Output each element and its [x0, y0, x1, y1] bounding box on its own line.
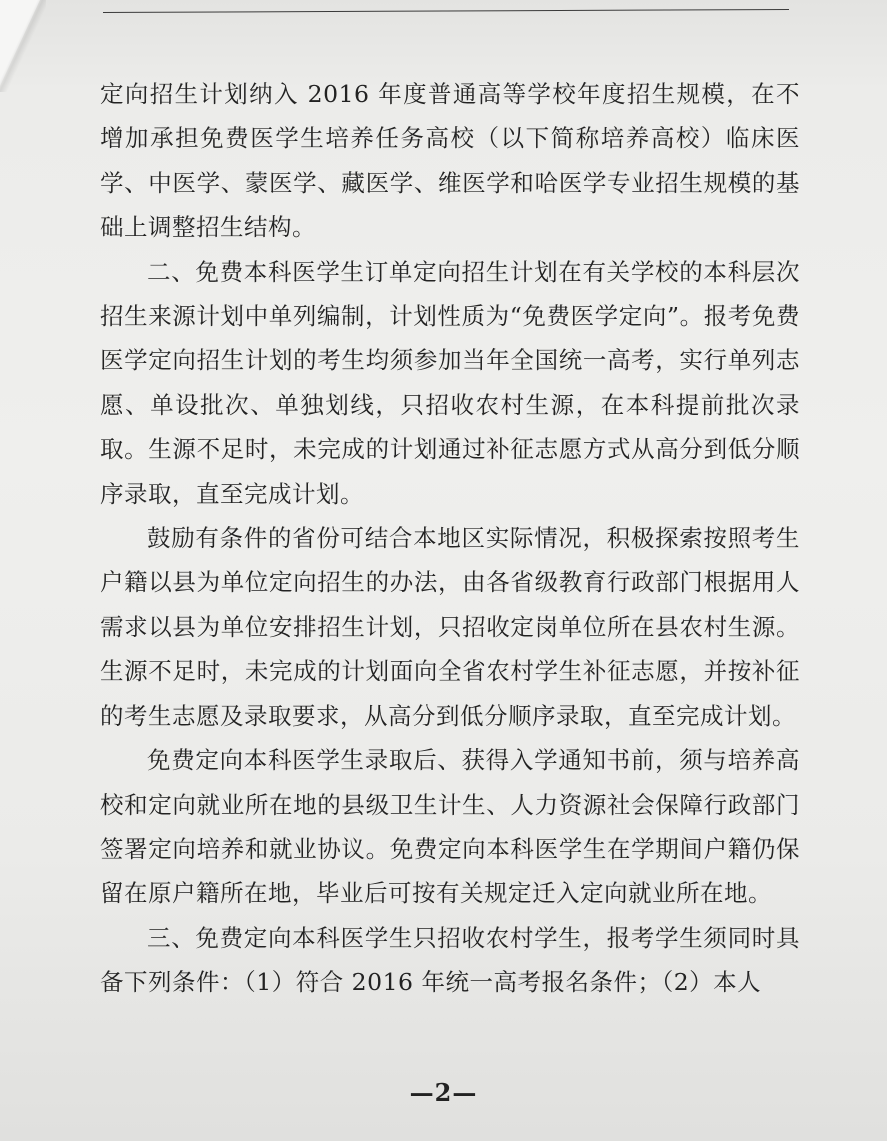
folded-corner-shadow — [0, 0, 46, 92]
paragraph-agreement: 免费定向本科医学生录取后、获得入学通知书前，须与培养高校和定向就业所在地的县级卫生计生、人力资源社会保障行政部门签署定向培养和就业协议。免费定向本科医学生在学期间户籍仍保留在原户籍所在地，毕业后可按有关规定迁入定向就业所在地。 — [100, 746, 800, 908]
page-number: —2— — [409, 1078, 478, 1107]
paragraph-section-three: 三、免费定向本科医学生只招收农村学生，报考学生须同时具备下列条件：（1）符合 2016 年统一高考报名条件；（2）本人 — [100, 923, 800, 997]
paragraph-section-two: 二、免费本科医学生订单定向招生计划在有关学校的本科层次招生来源计划中单列编制，计划性质为“免费医学定向”。报考免费医学定向招生计划的考生均须参加当年全国统一高考，实行单列志愿、单设批次、单独划线，只招收农村生源，在本科提前批次录取。生源不足时，未完成的计划通过补征志愿方式从高分到低分顺序录取，直至完成计划。 — [100, 257, 800, 508]
document-body — [100, 72, 800, 1005]
header-rule — [103, 9, 789, 13]
paragraph-county-enrollment: 鼓励有条件的省份可结合本地区实际情况，积极探索按照考生户籍以县为单位定向招生的办法，由各省级教育行政部门根据用人需求以县为单位安排招生计划，只招收定岗单位所在县农村生源。生源不足时，未完成的计划面向全省农村学生补征志愿，并按补征的考生志愿及录取要求，从高分到低分顺序录取，直至完成计划。 — [100, 524, 800, 730]
paragraph-continuation: 定向招生计划纳入 2016 年度普通高等学校年度招生规模，在不增加承担免费医学生培养任务高校（以下简称培养高校）临床医学、中医学、蒙医学、藏医学、维医学和哈医学专业招生规模的基础上调整招生结构。 — [100, 80, 800, 242]
